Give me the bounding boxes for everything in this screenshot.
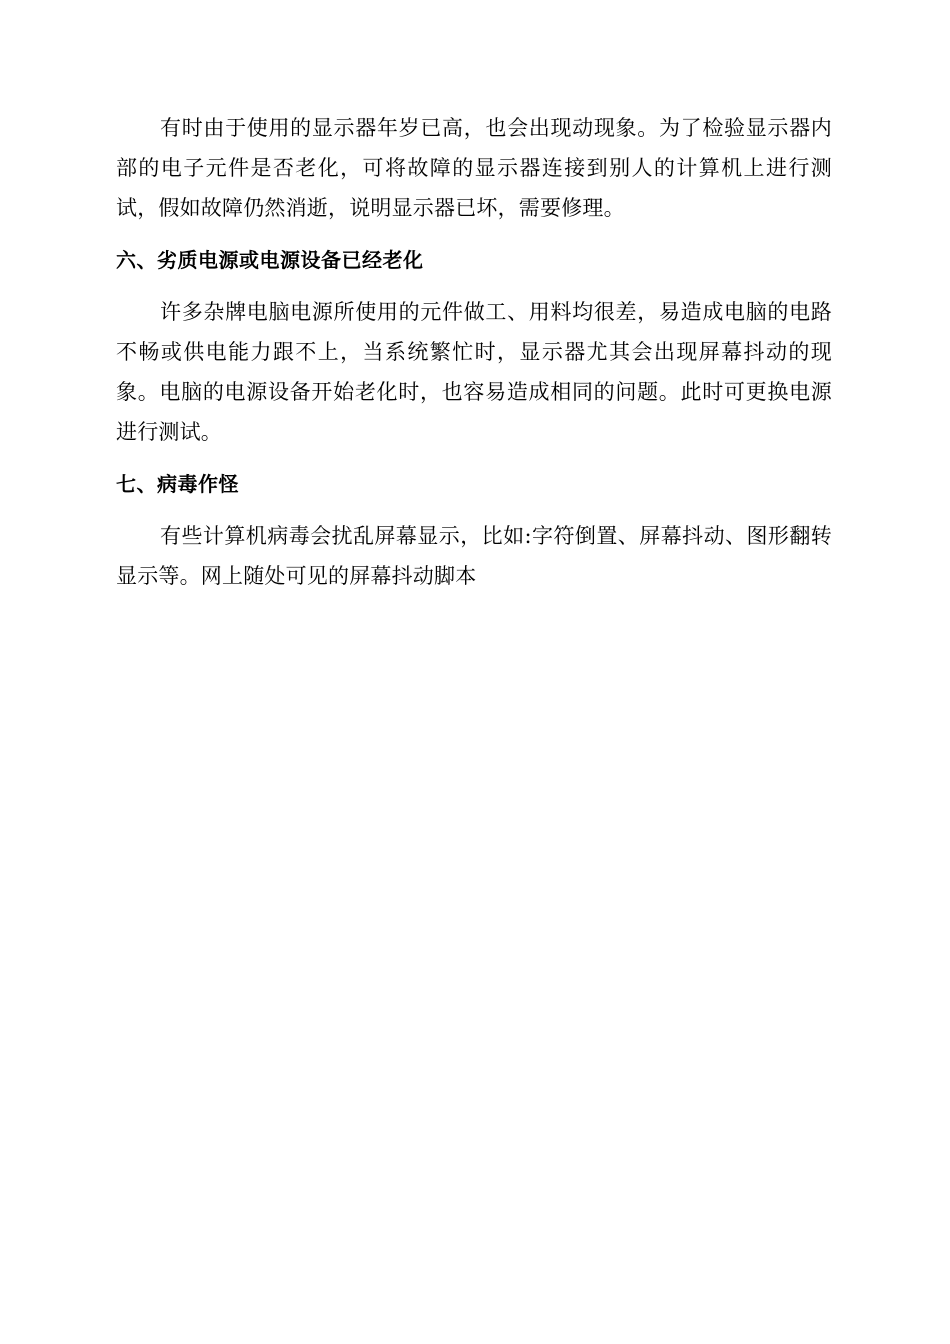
heading-virus: 七、病毒作怪	[116, 472, 239, 496]
paragraph-power-supply: 许多杂牌电脑电源所使用的元件做工、用料均很差，易造成电脑的电路不畅或供电能力跟不上，当系统繁忙时，显示器尤其会出现屏幕抖动的现象。电脑的电源设备开始老化时，也容易造成相同的问题。此时可更换电源进行测试。	[116, 300, 832, 444]
document-page	[116, 108, 832, 596]
paragraph-virus: 有些计算机病毒会扰乱屏幕显示，比如:字符倒置、屏幕抖动、图形翻转显示等。网上随处可见的屏幕抖动脚本	[116, 524, 832, 588]
paragraph-monitor-aging: 有时由于使用的显示器年岁已高，也会出现动现象。为了检验显示器内部的电子元件是否老化，可将故障的显示器连接到别人的计算机上进行测试，假如故障仍然消逝，说明显示器已坏，需要修理。	[116, 116, 832, 220]
heading-power-supply: 六、劣质电源或电源设备已经老化	[116, 248, 424, 272]
